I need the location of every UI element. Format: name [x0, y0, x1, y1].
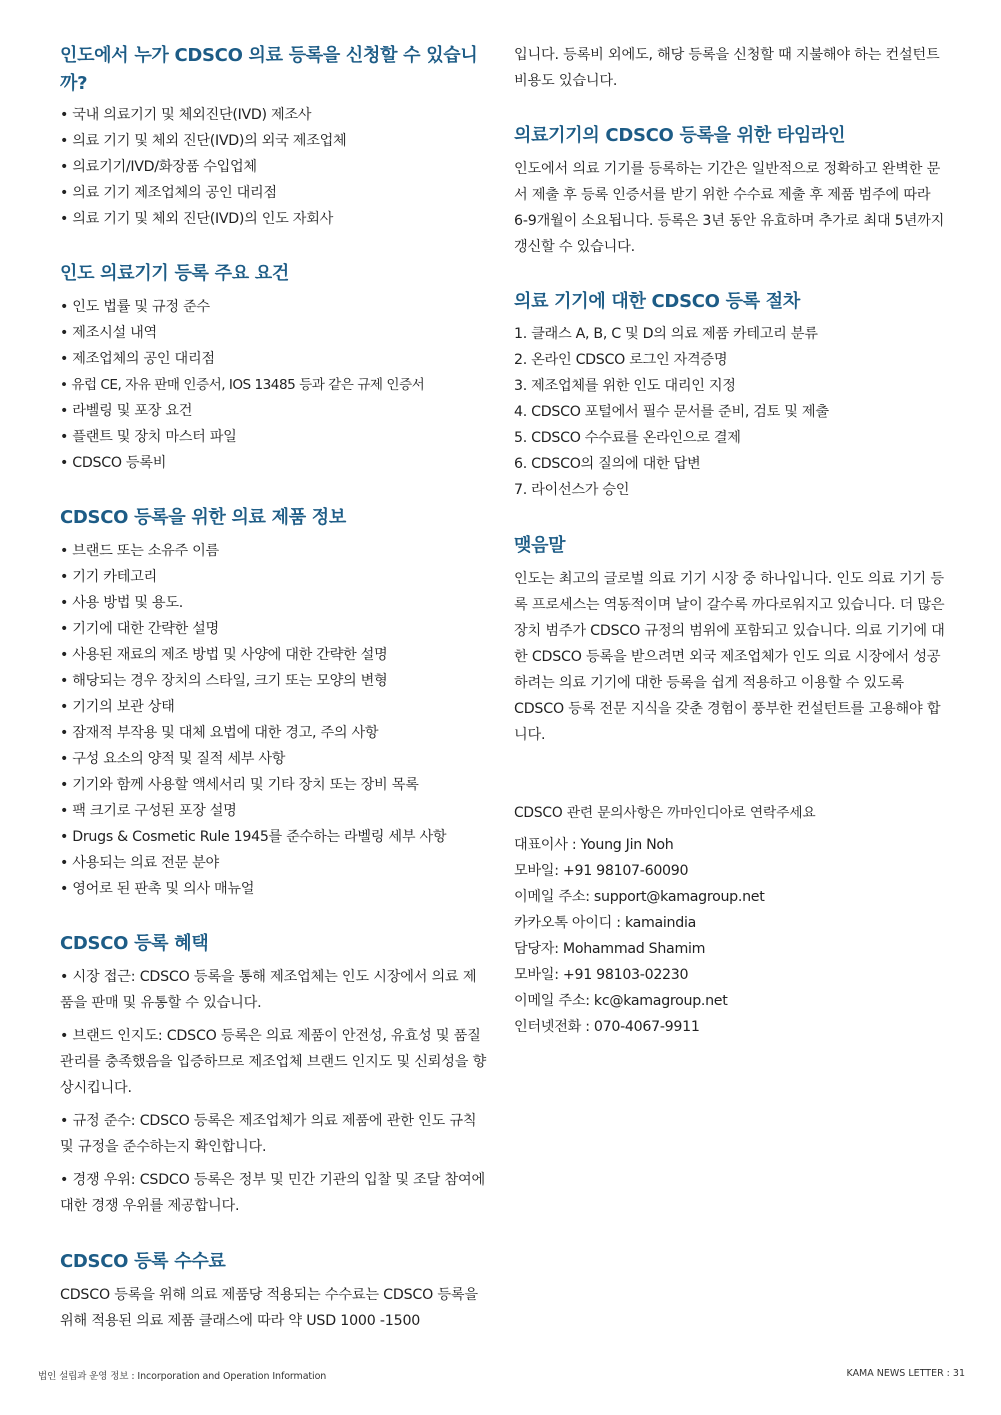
list-item: 2. 온라인 CDSCO 로그인 자격증명	[514, 352, 728, 368]
benefit-paragraph: • 시장 접근: CDSCO 등록을 통해 제조업체는 인도 시장에서 의료 제품을 판매 및 유통할 수 있습니다.	[60, 969, 477, 1011]
list-item: • 팩 크기로 구성된 포장 설명	[60, 803, 237, 819]
list-item: 5. CDSCO 수수료를 온라인으로 결제	[514, 430, 741, 446]
heading-procedure: 의료 기기에 대한 CDSCO 등록 절차	[514, 291, 800, 312]
contact-item: 담당자: Mohammad Shamim	[514, 941, 706, 957]
heading-requirements: 인도 의료기기 등록 주요 요건	[60, 263, 289, 284]
list-item: 3. 제조업체를 위한 인도 대리인 지정	[514, 378, 736, 394]
list-item: • 의료 기기 및 체외 진단(IVD)의 외국 제조업체	[60, 133, 347, 149]
list-item: 4. CDSCO 포털에서 필수 문서를 준비, 검토 및 제출	[514, 404, 829, 420]
contact-item: 인터넷전화 : 070-4067-9911	[514, 1019, 700, 1035]
list-item: • 기기와 함께 사용할 액세서리 및 기타 장치 또는 장비 목록	[60, 777, 419, 793]
heading-product-info: CDSCO 등록을 위한 의료 제품 정보	[60, 507, 346, 528]
list-item: • 의료 기기 제조업체의 공인 대리점	[60, 185, 277, 201]
benefit-paragraph: • 경쟁 우위: CSDCO 등록은 정부 및 민간 기관의 입찰 및 조달 참여에 대한 경쟁 우위를 제공합니다.	[60, 1172, 485, 1214]
list-item: • 제조업체의 공인 대리점	[60, 351, 215, 367]
contact-item: 모바일: +91 98107-60090	[514, 863, 689, 879]
list-item: • 사용 방법 및 용도.	[60, 595, 183, 611]
fee-paragraph: CDSCO 등록을 위해 의료 제품당 적용되는 수수료는 CDSCO 등록을 위해 적용된 의료 제품 클래스에 따라 약 USD 1000 -1500	[60, 1287, 478, 1329]
list-item: • 플랜트 및 장치 마스터 파일	[60, 429, 237, 445]
contact-item: 이메일 주소: support@kamagroup.net	[514, 889, 765, 905]
product-info-list	[60, 538, 446, 902]
list-item: • 기기 카테고리	[60, 569, 157, 585]
footer-page-number: KAMA NEWS LETTER : 31	[846, 1368, 965, 1379]
contact-list	[514, 832, 764, 1040]
contact-item: 이메일 주소: kc@kamagroup.net	[514, 993, 728, 1009]
list-item: • 의료 기기 및 체외 진단(IVD)의 인도 자회사	[60, 211, 333, 227]
list-item: • 의료기기/IVD/화장품 수입업체	[60, 159, 257, 175]
contact-item: 카카오톡 아이디 : kamaindia	[514, 915, 696, 931]
list-item: 6. CDSCO의 질의에 대한 답변	[514, 456, 701, 472]
list-item: • Drugs & Cosmetic Rule 1945를 준수하는 라벨링 세부 사항	[60, 829, 447, 845]
heading-conclusion: 맺음말	[514, 535, 566, 556]
contact-intro: CDSCO 관련 문의사항은 까마인디아로 연락주세요	[514, 805, 816, 821]
list-item: • 잠재적 부작용 및 대체 요법에 대한 경고, 주의 사항	[60, 725, 379, 741]
benefit-paragraph: • 브랜드 인지도: CDSCO 등록은 의료 제품이 안전성, 유효성 및 품질 관리를 충족했음을 입증하므로 제조업체 브랜드 인지도 및 신뢰성을 향상시킵니다.	[60, 1028, 487, 1096]
list-item: • 기기의 보관 상태	[60, 699, 175, 715]
list-item: • 해당되는 경우 장치의 스타일, 크기 또는 모양의 변형	[60, 673, 388, 689]
fee-paragraph-continued: 입니다. 등록비 외에도, 해당 등록을 신청할 때 지불해야 하는 컨설턴트 비용도 있습니다.	[514, 47, 940, 89]
timeline-paragraph: 인도에서 의료 기기를 등록하는 기간은 일반적으로 정확하고 완벽한 문서 제출 후 등록 인증서를 받기 위한 수수료 제출 후 제품 범주에 따라 6-9개월이 소요됩니다. 등록은 3년 동안 유효하며 추가로 최대 5년까지 갱신할 수 있습니다.	[514, 161, 945, 255]
heading-benefits: CDSCO 등록 혜택	[60, 933, 209, 954]
list-item: 1. 클래스 A, B, C 및 D의 의료 제품 카테고리 분류	[514, 326, 818, 342]
heading-who-can-apply: 인도에서 누가 CDSCO 의료 등록을 신청할 수 있습니까?	[60, 45, 478, 94]
list-item: • 국내 의료기기 및 체외진단(IVD) 제조사	[60, 107, 312, 123]
list-item: • CDSCO 등록비	[60, 455, 167, 471]
list-item: • 구성 요소의 양적 및 질적 세부 사항	[60, 751, 286, 767]
list-item: • 영어로 된 판촉 및 의사 매뉴얼	[60, 881, 255, 897]
list-item: 7. 라이선스가 승인	[514, 482, 630, 498]
list-item: • 제조시설 내역	[60, 325, 157, 341]
contact-item: 대표이사 : Young Jin Noh	[514, 837, 674, 853]
list-item: • 사용된 재료의 제조 방법 및 사양에 대한 간략한 설명	[60, 647, 388, 663]
procedure-list	[514, 321, 829, 503]
heading-fees: CDSCO 등록 수수료	[60, 1251, 226, 1272]
list-item: • 사용되는 의료 전문 분야	[60, 855, 219, 871]
contact-item: 모바일: +91 98103-02230	[514, 967, 689, 983]
list-item: • 브랜드 또는 소유주 이름	[60, 543, 219, 559]
benefit-paragraph: • 규정 준수: CDSCO 등록은 제조업체가 의료 제품에 관한 인도 규칙 및 규정을 준수하는지 확인합니다.	[60, 1113, 477, 1155]
conclusion-paragraph: 인도는 최고의 글로벌 의료 기기 시장 중 하나입니다. 인도 의료 기기 등록 프로세스는 역동적이며 날이 갈수록 까다로워지고 있습니다. 더 많은 장치 범주가 CDSCO 규정의 범위에 포함되고 있습니다. 의료 기기에 대한 CDSCO 등록을 받으려면 외국 제조업체가 인도 의료 시장에서 성공하려는 의료 기기에 대한 등록을 쉽게 적용하고 이용할 수 있도록 CDSCO 등록 전문 지식을 갖춘 경험이 풍부한 컨설턴트를 고용해야 합니다.	[514, 571, 945, 743]
heading-timeline: 의료기기의 CDSCO 등록을 위한 타임라인	[514, 125, 846, 146]
list-item: • 라벨링 및 포장 요건	[60, 403, 193, 419]
footer-section-label: 법인 설립과 운영 정보 : Incorporation and Operation Information	[38, 1371, 327, 1382]
requirements-list	[60, 294, 424, 476]
list-item: • 기기에 대한 간략한 설명	[60, 621, 219, 637]
list-item: • 유럽 CE, 자유 판매 인증서, IOS 13485 등과 같은 규제 인증서	[60, 377, 425, 393]
list-item: • 인도 법률 및 규정 준수	[60, 299, 210, 315]
who-list	[60, 102, 346, 232]
